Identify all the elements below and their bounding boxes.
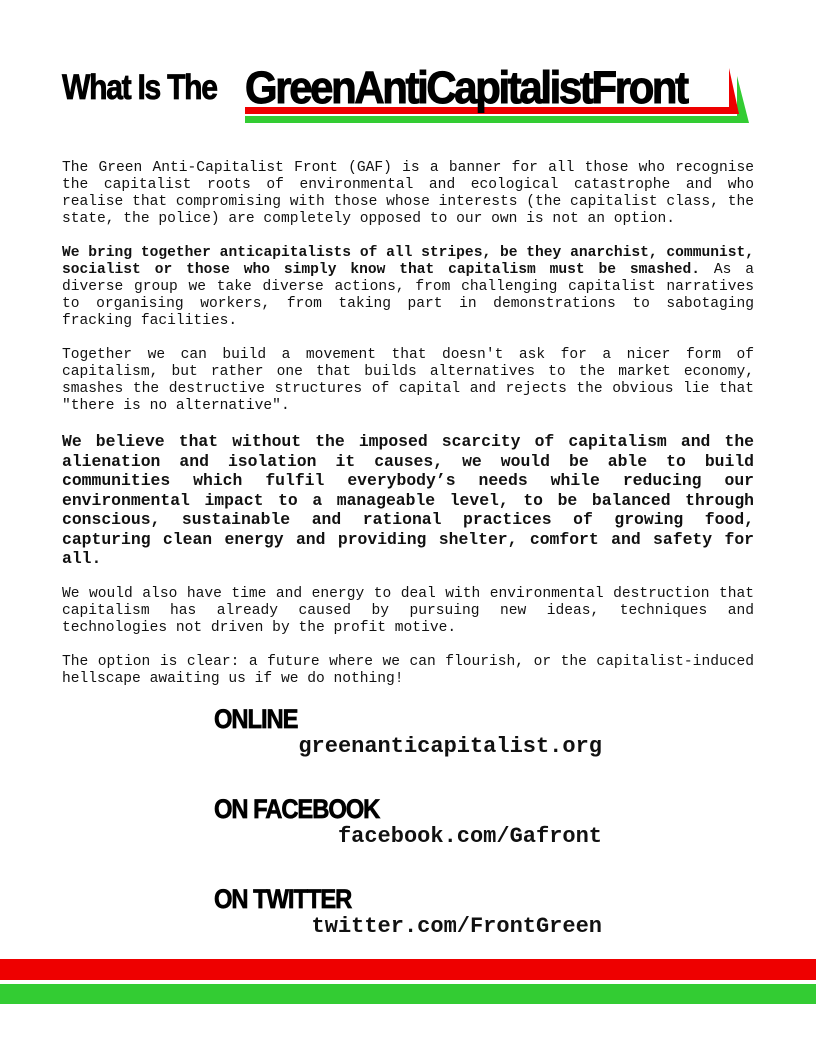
contact-facebook-label: ON FACEBOOK	[214, 794, 380, 824]
contact-online-link[interactable]: greenanticapitalist.org	[298, 734, 602, 759]
paragraph-movement: Together we can build a movement that doesn't ask for a nicer form of capitalism, but rather one that builds alternatives to the market economy, smashes the destructive structures of capital and rejects the obvious lie that "there is no alternative".	[62, 347, 754, 414]
page-header	[62, 64, 762, 134]
contact-twitter-label: ON TWITTER	[214, 884, 352, 914]
contact-facebook-link[interactable]: facebook.com/Gafront	[337, 824, 602, 849]
logo-wordmark: GreenAntiCapitalistFront	[245, 62, 687, 113]
footer-red-stripe	[0, 959, 816, 980]
contact-twitter	[214, 884, 602, 940]
paragraph-option: The option is clear: a future where we can flourish, or the capitalist-induced hellscape awaiting us if we do nothing!	[62, 653, 754, 687]
paragraph-belief: We believe that without the imposed scarcity of capitalism and the alienation and isolation it causes, we would be able to build communities which fulfil everybody’s needs while reducing our environmental impact to a manageable level, to be balanced through conscious, sustainable and rational practices of growing food, capturing clean energy and providing shelter, comfort and safety for all.	[62, 432, 754, 568]
paragraph-bring-together	[62, 245, 754, 330]
main-content	[62, 160, 754, 705]
footer-green-stripe	[0, 984, 816, 1004]
contact-twitter-link[interactable]: twitter.com/FrontGreen	[311, 914, 602, 939]
contact-online	[214, 704, 602, 760]
logo-green-bar	[245, 116, 745, 123]
paragraph-time-energy: We would also have time and energy to deal with environmental destruction that capitalism has already caused by pursuing new ideas, techniques and technologies not driven by the profit motive.	[62, 585, 754, 636]
paragraph-bring-together-rest: As a diverse group we take diverse actions, from challenging capitalist narratives to organising workers, from taking part in demonstrations to sabotaging fracking facilities.	[62, 262, 754, 329]
contact-online-label: ONLINE	[214, 704, 298, 734]
paragraph-bring-together-bold: We bring together anticapitalists of all stripes, be they anarchist, communist, socialist or those who simply know that capitalism must be smashed.	[62, 245, 754, 278]
paragraph-intro: The Green Anti-Capitalist Front (GAF) is a banner for all those who recognise the capitalist roots of environmental and ecological catastrophe and who realise that compromising with those whose interests (the capitalist class, the state, the police) are completely opposed to our own is not an option.	[62, 160, 754, 227]
header-lead-text: What Is The	[62, 68, 217, 107]
gaf-logo	[245, 64, 757, 128]
contact-facebook	[214, 794, 602, 850]
